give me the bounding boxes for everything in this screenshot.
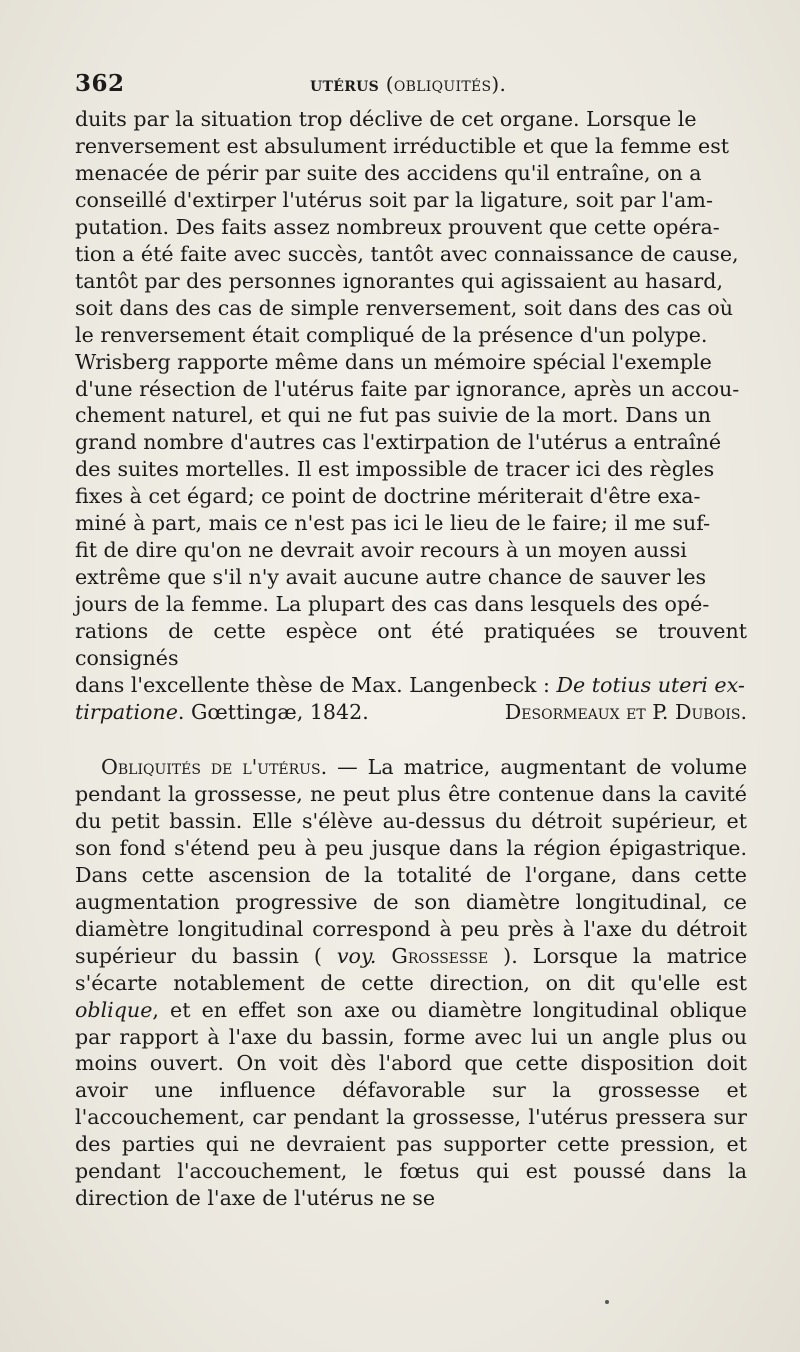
text-line: grand nombre d'autres cas l'extirpation de l'utérus a entraîné [75,430,722,455]
body-text: ). Lorsque la matrice s'écarte notablement de cette direction, on dit qu'elle est [75,943,748,995]
text-line [75,672,747,699]
text-line: putation. Des faits assez nombreux prouvent que cette opéra- [75,214,720,239]
text-line: miné à part, mais ce n'est pas ici le lieu de le faire; il me suf- [75,511,711,536]
running-head [310,72,506,96]
cross-ref-target: Grossesse [376,943,489,968]
page-header [75,70,745,104]
page-number: 362 [75,70,125,97]
paragraph-obliquites [75,754,747,1212]
text-line: des suites mortelles. Il est impossible de tracer ici des règles [75,457,715,482]
citation [75,699,369,726]
heading-dash: — [327,755,368,779]
running-head-title: utérus [310,72,380,96]
text-line: soit dans des cas de simple renversement, soit dans des cas où [75,295,734,320]
paragraph-renversement [75,106,747,726]
text-line: jours de la femme. La plupart des cas dans lesquels des opé- [75,592,710,617]
paper-speck [605,1300,609,1304]
text-line: chement naturel, et qui ne fut pas suivie de la mort. Dans un [75,403,711,428]
body-text: , et en effet son axe ou diamètre longitudinal oblique par rapport à l'axe du bassin, forme avec lui un angle plus ou moins ouvert. On voit dès l'abord que cette disposition doit avoir une influence défavorable sur la grossesse et l'accouchement, car pendant la grossesse, l'utérus pressera sur des parties qui ne devraient pas supporter cette pression, et pendant l'accouchement, le fœtus qui est poussé dans la direction de l'axe de l'utérus ne se [75,997,747,1211]
line-text: dans l'excellente thèse de Max. Langenbeck : [75,673,557,698]
text-line: rations de cette espèce ont été pratiquées se trouvent consignés [75,619,747,671]
text-line: renversement est absulument irréductible et que la femme est [75,133,730,158]
cross-ref-voy: voy. [336,943,377,968]
text-line: extrême que s'il n'y avait aucune autre chance de sauver les [75,565,707,590]
text-line: menacée de périr par suite des accidens qu'il entraîne, on a [75,160,702,185]
text-line: conseillé d'extirper l'utérus soit par la ligature, soit par l'am- [75,187,713,212]
text-line: Wrisberg rapporte même dans un mémoire spécial l'exemple [75,349,712,374]
text-line: fit de dire qu'on ne devrait avoir recours à un moyen aussi [75,538,687,563]
body-text: La matrice, augmentant de volume pendant la grossesse, ne peut plus être contenue dans la cavité du petit bassin. Elle s'élève au-dessus du détroit supérieur, et son fond s'étend peu à peu jusque dans la région épigastrique. Dans cette ascension de la totalité de l'organe, dans cette augmentation progressive de son diamètre longitudinal, ce diamètre longitudinal correspond à peu près à l'axe du détroit supérieur du bassin ( [75,755,748,968]
running-head-subtitle: (obliquités). [385,72,507,96]
text-line: duits par la situation trop déclive de cet organe. Lorsque le [75,107,697,131]
signature-line [75,699,747,726]
text-line: tion a été faite avec succès, tantôt avec connaissance de cause, [75,241,739,266]
author-signature: Desormeaux et P. Dubois. [504,699,747,724]
text-line: d'une résection de l'utérus faite par ignorance, après un accou- [75,376,740,401]
thesis-title: De totius uteri ex- [556,673,745,698]
text-line: le renversement était compliqué de la présence d'un polype. [75,322,708,347]
section-heading: Obliquités de l'utérus. [101,755,328,779]
citation-place-year: . Gœttingæ, 1842. [177,699,369,724]
text-line: tantôt par des personnes ignorantes qui agissaient au hasard, [75,268,723,293]
text-line: fixes à cet égard; ce point de doctrine mériterait d'être exa- [75,484,701,509]
thesis-title-end: tirpatione [75,699,178,724]
term-oblique: oblique [75,997,153,1022]
